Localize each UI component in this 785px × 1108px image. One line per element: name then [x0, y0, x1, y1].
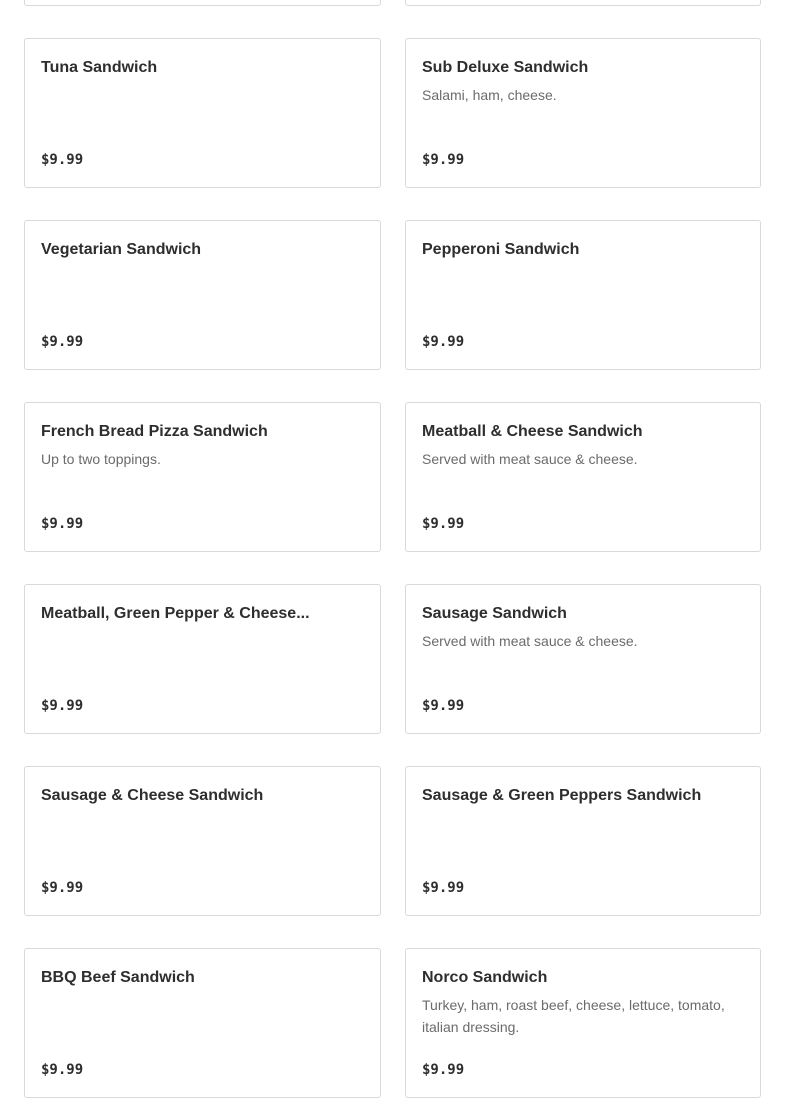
- menu-item-name: Pepperoni Sandwich: [422, 241, 580, 258]
- menu-item-price: $9.99: [41, 698, 84, 714]
- menu-item-card[interactable]: [24, 402, 381, 552]
- menu-item-card[interactable]: [24, 220, 381, 370]
- menu-item-card-partial[interactable]: [405, 0, 761, 6]
- menu-item-name: Sausage Sandwich: [422, 605, 567, 622]
- menu-item-name: Sub Deluxe Sandwich: [422, 59, 589, 76]
- menu-item-card[interactable]: [24, 584, 381, 734]
- menu-item-description: Up to two toppings.: [41, 451, 161, 467]
- menu-item-name: Sausage & Cheese Sandwich: [41, 787, 264, 804]
- menu-item-price: $9.99: [422, 152, 465, 168]
- menu-item-price: $9.99: [422, 880, 465, 896]
- menu-item-name: Meatball, Green Pepper & Cheese...: [41, 605, 310, 622]
- menu-item-price: $9.99: [422, 698, 465, 714]
- menu-item-card[interactable]: [24, 38, 381, 188]
- menu-item-price: $9.99: [41, 334, 84, 350]
- menu-item-card-partial[interactable]: [24, 0, 381, 6]
- menu-item-price: $9.99: [422, 334, 465, 350]
- menu-item-card[interactable]: [24, 948, 381, 1098]
- menu-item-name: Vegetarian Sandwich: [41, 241, 202, 258]
- menu-item-name: Sausage & Green Peppers Sandwich: [422, 787, 702, 804]
- menu-item-price: $9.99: [41, 1062, 84, 1078]
- menu-item-description: Served with meat sauce & cheese.: [422, 633, 638, 649]
- menu-item-card[interactable]: [405, 766, 761, 916]
- menu-item-description: Salami, ham, cheese.: [422, 87, 557, 103]
- menu-item-price: $9.99: [41, 516, 84, 532]
- menu-item-price: $9.99: [41, 880, 84, 896]
- menu-item-name: Tuna Sandwich: [41, 59, 158, 76]
- menu-item-name: Meatball & Cheese Sandwich: [422, 423, 643, 440]
- menu-item-name: BBQ Beef Sandwich: [41, 969, 195, 986]
- menu-item-card[interactable]: [405, 38, 761, 188]
- menu-item-card[interactable]: [405, 402, 761, 552]
- menu-item-description: Served with meat sauce & cheese.: [422, 451, 638, 467]
- menu-item-price: $9.99: [422, 516, 465, 532]
- menu-item-price: $9.99: [41, 152, 84, 168]
- menu-item-name: French Bread Pizza Sandwich: [41, 423, 268, 440]
- menu-item-name: Norco Sandwich: [422, 969, 548, 986]
- menu-item-card[interactable]: [405, 584, 761, 734]
- menu-item-card[interactable]: [405, 948, 761, 1098]
- menu-item-card[interactable]: [24, 766, 381, 916]
- menu-item-description: Turkey, ham, roast beef, cheese, lettuce, tomato, italian dressing.: [422, 997, 725, 1035]
- menu-item-card[interactable]: [405, 220, 761, 370]
- menu-item-price: $9.99: [422, 1062, 465, 1078]
